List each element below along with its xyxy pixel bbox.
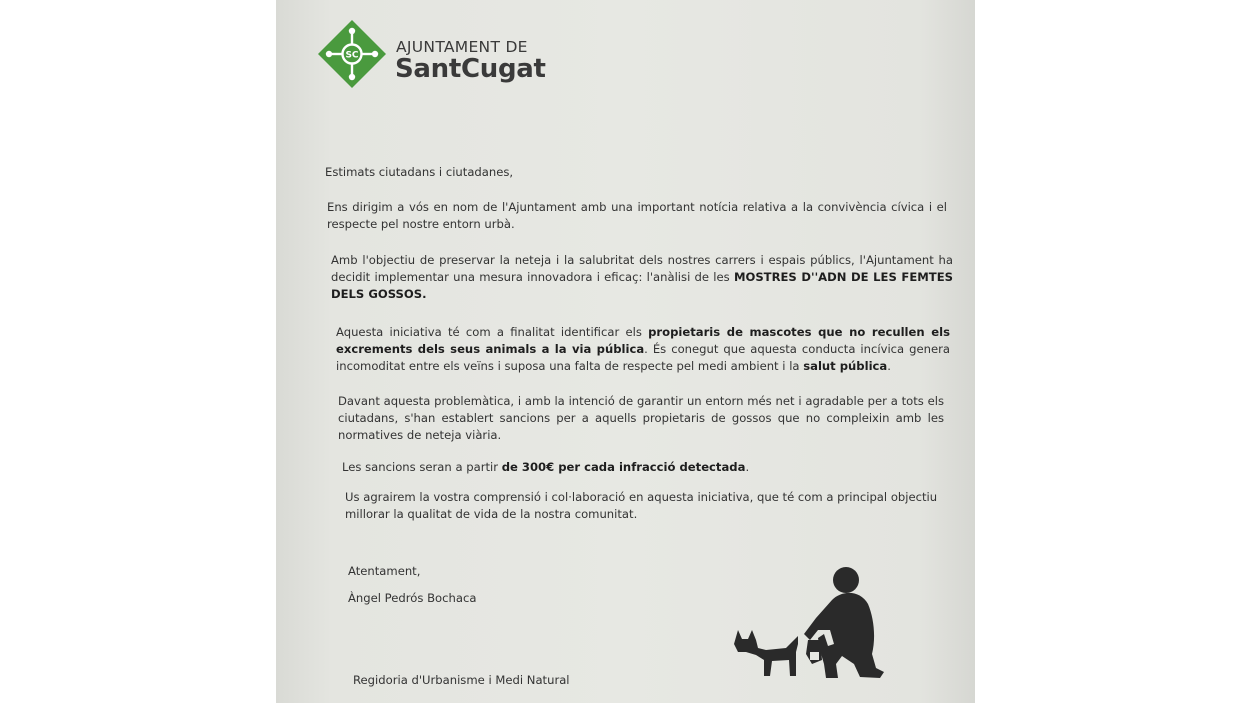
paragraph-sanction-amount xyxy=(342,459,942,476)
letter-closing: Atentament, xyxy=(348,564,421,578)
sant-cugat-logo-icon xyxy=(316,18,388,90)
letter-page xyxy=(276,0,975,703)
sanction-amount-end: . xyxy=(745,460,750,474)
paragraph-purpose-text2: . És conegut que aquesta conducta incívica genera incomoditat entre els veïns i suposa una falta de respecte pel medi ambient i la xyxy=(336,342,950,373)
dog-owner-picking-up-waste-icon xyxy=(724,560,904,690)
paragraph-measure-text: Amb l'objectiu de preservar la neteja i la salubritat dels nostres carrers i espais públics, l'Ajuntament ha decidit implementar una mesura innovadora i eficaç: l'anàlisi de les xyxy=(331,253,953,284)
sanction-amount-text: Les sancions seran a partir xyxy=(342,460,502,474)
org-name-line1: AJUNTAMENT DE xyxy=(396,38,528,56)
paragraph-thanks: Us agrairem la vostra comprensió i col·laboració en aquesta iniciativa, que té com a principal objectiu millorar la qualitat de vida de la nostra comunitat. xyxy=(345,490,938,521)
paragraph-purpose xyxy=(336,324,950,375)
municipal-logo xyxy=(316,18,576,93)
paragraph-purpose-text3: . xyxy=(887,359,891,373)
svg-text:SC: SC xyxy=(345,50,359,61)
paragraph-purpose-text1: Aquesta iniciativa té com a finalitat identificar els xyxy=(336,325,649,339)
letter-greeting: Estimats ciutadans i ciutadanes, xyxy=(325,165,514,179)
paragraph-sanctions-intro: Davant aquesta problemàtica, i amb la intenció de garantir un entorn més net i agradable per a tots els ciutadans, s'han establert sancions per a aquells propietaris de gossos que no compleixin amb les normatives de neteja viària. xyxy=(338,394,944,442)
org-name-line2: SantCugat xyxy=(395,54,546,84)
sanction-amount-bold: de 300€ per cada infracció detectada xyxy=(501,460,746,474)
paragraph-intro: Ens dirigim a vós en nom de l'Ajuntament amb una important notícia relativa a la convivència cívica i el respecte pel nostre entorn urbà. xyxy=(327,200,947,231)
letter-signature: Àngel Pedrós Bochaca xyxy=(348,591,477,605)
paragraph-measure xyxy=(331,252,953,303)
paragraph-measure-bold: MOSTRES D''ADN DE LES FEMTES DELS GOSSOS. xyxy=(331,270,953,301)
paragraph-purpose-bold2: salut pública xyxy=(803,359,888,373)
paragraph-purpose-bold1: propietaris de mascotes que no recullen els excrements dels seus animals a la via pública xyxy=(336,325,950,356)
department-name: Regidoria d'Urbanisme i Medi Natural xyxy=(353,673,570,687)
